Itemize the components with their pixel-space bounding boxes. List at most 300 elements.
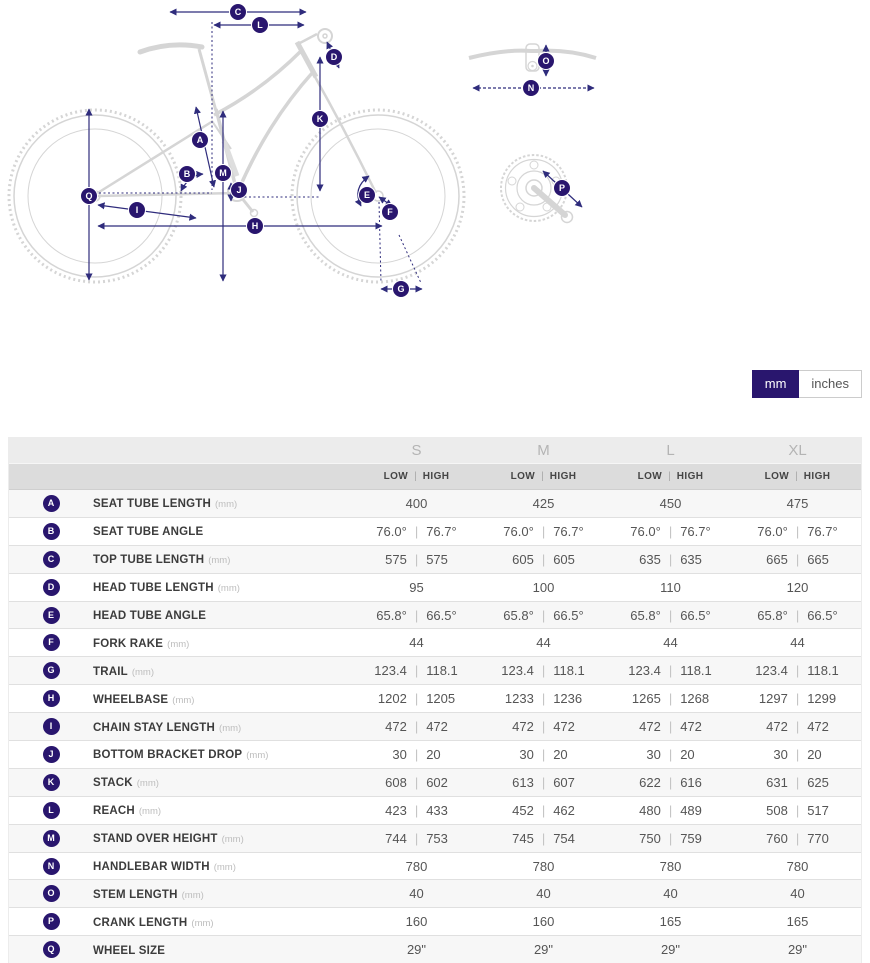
- value-separator: |: [541, 691, 546, 707]
- table-row-a: [9, 490, 861, 517]
- row-unit: (mm): [217, 583, 240, 595]
- row-badge: J: [43, 746, 60, 763]
- value-cell-l: [607, 803, 734, 818]
- value-separator: |: [668, 523, 673, 539]
- row-badge-cell: [9, 634, 93, 651]
- value-low: 622: [639, 774, 661, 790]
- value-high: 605: [553, 551, 575, 567]
- row-label-cell: [93, 522, 353, 540]
- value-cell-xl: [734, 580, 861, 595]
- value-low: 750: [639, 830, 661, 846]
- value-low: 123.4: [755, 663, 788, 679]
- value-cell-s: [353, 886, 480, 901]
- marker-d: D: [325, 48, 343, 66]
- value-cell-xl: [734, 635, 861, 650]
- value-cell-m: [480, 831, 607, 846]
- value-cell-s: [353, 608, 480, 623]
- size-col-header-s: S: [411, 441, 422, 459]
- value-high: 66.5°: [807, 607, 838, 623]
- row-badge-cell: [9, 662, 93, 679]
- value-cell-m: [480, 635, 607, 650]
- value-high: 753: [426, 830, 448, 846]
- value-high: 754: [553, 830, 575, 846]
- row-badge: A: [43, 495, 60, 512]
- row-label: TRAIL: [93, 665, 128, 678]
- row-badge-cell: [9, 830, 93, 847]
- value-separator: |: [795, 551, 800, 567]
- value-high: 1268: [680, 691, 710, 707]
- value-cell-s: [353, 496, 480, 511]
- value-low: 65.8°: [376, 607, 407, 623]
- marker-f: F: [381, 203, 399, 221]
- marker-g: G: [392, 280, 410, 298]
- value-high: 66.5°: [553, 607, 584, 623]
- value-cell-l: [607, 524, 734, 539]
- marker-l: L: [251, 16, 269, 34]
- value-single: 44: [536, 635, 551, 651]
- value-cell-l: [607, 775, 734, 790]
- value-high: 118.1: [553, 663, 585, 679]
- value-low: 744: [385, 830, 407, 846]
- row-label: SEAT TUBE ANGLE: [93, 526, 204, 539]
- row-badge-cell: [9, 885, 93, 902]
- value-cell-xl: [734, 496, 861, 511]
- row-badge-cell: [9, 774, 93, 791]
- row-unit: (mm): [221, 834, 244, 846]
- row-label-cell: [93, 494, 353, 512]
- value-separator: |: [668, 830, 673, 846]
- value-low: 760: [766, 830, 788, 846]
- table-row-j: [9, 740, 861, 768]
- value-cell-xl: [734, 719, 861, 734]
- row-label: HANDLEBAR WIDTH: [93, 861, 210, 874]
- row-badge: H: [43, 690, 60, 707]
- marker-c: C: [229, 3, 247, 21]
- value-single: 29": [660, 942, 681, 958]
- value-separator: |: [541, 607, 546, 623]
- value-high: 20: [807, 746, 822, 762]
- value-separator: |: [795, 802, 800, 818]
- row-badge-cell: [9, 523, 93, 540]
- value-high: 625: [807, 774, 829, 790]
- value-cell-s: [353, 663, 480, 678]
- row-label: STACK: [93, 777, 133, 790]
- value-low: 452: [512, 802, 534, 818]
- value-low: 30: [646, 746, 661, 762]
- table-row-g: [9, 656, 861, 684]
- value-high: 1299: [807, 691, 837, 707]
- high-label: HIGH: [549, 471, 577, 482]
- marker-p: P: [553, 179, 571, 197]
- value-low: 472: [639, 719, 661, 735]
- value-high: 118.1: [807, 663, 839, 679]
- row-unit: (mm): [172, 694, 195, 706]
- value-high: 607: [553, 774, 575, 790]
- value-high: 20: [553, 746, 568, 762]
- value-low: 605: [512, 551, 534, 567]
- value-high: 517: [807, 802, 829, 818]
- value-separator: |: [414, 551, 419, 567]
- value-single: 165: [786, 914, 809, 930]
- value-low: 631: [766, 774, 788, 790]
- value-separator: |: [541, 523, 546, 539]
- value-single: 44: [409, 635, 424, 651]
- value-cell-l: [607, 496, 734, 511]
- row-label-cell: [93, 634, 353, 652]
- value-low: 123.4: [501, 663, 534, 679]
- value-cell-xl: [734, 691, 861, 706]
- value-separator: |: [541, 719, 546, 735]
- row-unit: (mm): [219, 722, 242, 734]
- row-badge-cell: [9, 690, 93, 707]
- value-cell-m: [480, 663, 607, 678]
- low-label: LOW: [383, 471, 409, 482]
- value-low: 423: [385, 802, 407, 818]
- low-high-header-m: [480, 471, 607, 482]
- unit-toggle: [752, 370, 862, 398]
- row-unit: (mm): [208, 555, 231, 567]
- value-low: 480: [639, 802, 661, 818]
- value-separator: |: [668, 802, 673, 818]
- value-high: 76.7°: [680, 523, 711, 539]
- value-separator: |: [414, 802, 419, 818]
- value-cell-m: [480, 859, 607, 874]
- row-label: FORK RAKE: [93, 637, 164, 650]
- value-low: 613: [512, 774, 534, 790]
- marker-m: M: [214, 164, 232, 182]
- value-high: 66.5°: [426, 607, 457, 623]
- value-cell-xl: [734, 886, 861, 901]
- marker-q: Q: [80, 187, 98, 205]
- value-cell-m: [480, 803, 607, 818]
- row-label-cell: [93, 578, 353, 596]
- value-single: 780: [786, 858, 809, 874]
- value-low: 608: [385, 774, 407, 790]
- value-high: 20: [680, 746, 695, 762]
- row-badge: O: [43, 885, 60, 902]
- value-cell-m: [480, 886, 607, 901]
- row-badge: D: [43, 579, 60, 596]
- value-high: 76.7°: [426, 523, 457, 539]
- value-high: 433: [426, 802, 448, 818]
- value-low: 472: [385, 719, 407, 735]
- value-high: 472: [807, 719, 829, 735]
- row-label: WHEELBASE: [93, 693, 169, 706]
- marker-n: N: [522, 79, 540, 97]
- row-badge: F: [43, 634, 60, 651]
- value-high: 665: [807, 551, 829, 567]
- value-high: 1236: [553, 691, 583, 707]
- row-unit: (mm): [246, 750, 269, 762]
- value-cell-s: [353, 524, 480, 539]
- value-cell-l: [607, 552, 734, 567]
- bike-diagram-svg: [0, 0, 870, 330]
- size-col-header-m: M: [537, 441, 550, 459]
- row-badge: N: [43, 858, 60, 875]
- value-low: 123.4: [628, 663, 661, 679]
- value-single: 110: [660, 579, 681, 595]
- value-cell-l: [607, 608, 734, 623]
- low-high-header-xl: [734, 471, 861, 482]
- row-badge-cell: [9, 579, 93, 596]
- table-row-i: [9, 712, 861, 740]
- row-label: CHAIN STAY LENGTH: [93, 721, 216, 734]
- value-separator: |: [541, 774, 546, 790]
- low-high-header-l: [607, 471, 734, 482]
- row-badge: E: [43, 607, 60, 624]
- mm-toggle-button[interactable]: mm: [752, 370, 800, 398]
- geometry-diagram: [0, 0, 870, 330]
- value-cell-l: [607, 942, 734, 957]
- row-badge-cell: [9, 858, 93, 875]
- row-label: STEM LENGTH: [93, 888, 178, 901]
- row-unit: (mm): [167, 638, 190, 650]
- low-high-separator: |: [541, 471, 544, 482]
- row-label-cell: [93, 690, 353, 708]
- value-low: 65.8°: [630, 607, 661, 623]
- value-single: 40: [790, 886, 805, 902]
- value-separator: |: [795, 663, 800, 679]
- inches-toggle-button[interactable]: inches: [799, 370, 862, 398]
- value-cell-l: [607, 663, 734, 678]
- row-badge-cell: [9, 551, 93, 568]
- value-cell-xl: [734, 775, 861, 790]
- high-label: HIGH: [803, 471, 831, 482]
- row-label-cell: [93, 550, 353, 568]
- value-high: 118.1: [426, 663, 458, 679]
- row-badge: C: [43, 551, 60, 568]
- value-cell-m: [480, 691, 607, 706]
- table-row-m: [9, 824, 861, 852]
- value-separator: |: [795, 691, 800, 707]
- table-row-f: [9, 628, 861, 656]
- value-single: 44: [790, 635, 805, 651]
- value-separator: |: [795, 830, 800, 846]
- value-cell-s: [353, 859, 480, 874]
- value-separator: |: [414, 719, 419, 735]
- table-row-n: [9, 852, 861, 880]
- high-label: HIGH: [676, 471, 704, 482]
- value-low: 30: [392, 746, 407, 762]
- value-cell-l: [607, 580, 734, 595]
- value-cell-xl: [734, 803, 861, 818]
- value-single: 160: [405, 914, 428, 930]
- value-single: 780: [659, 858, 682, 874]
- value-cell-m: [480, 942, 607, 957]
- value-single: 29": [406, 942, 427, 958]
- value-low: 76.0°: [757, 523, 788, 539]
- value-high: 76.7°: [553, 523, 584, 539]
- value-separator: |: [541, 746, 546, 762]
- low-label: LOW: [510, 471, 536, 482]
- value-separator: |: [414, 523, 419, 539]
- value-separator: |: [668, 691, 673, 707]
- value-low: 76.0°: [503, 523, 534, 539]
- row-label: WHEEL SIZE: [93, 944, 166, 957]
- value-cell-xl: [734, 663, 861, 678]
- value-cell-s: [353, 914, 480, 929]
- row-label: HEAD TUBE ANGLE: [93, 610, 207, 622]
- value-cell-m: [480, 747, 607, 762]
- table-row-e: [9, 601, 861, 629]
- low-high-separator: |: [414, 471, 417, 482]
- value-low: 65.8°: [503, 607, 534, 623]
- value-cell-xl: [734, 552, 861, 567]
- row-badge-cell: [9, 802, 93, 819]
- value-cell-s: [353, 635, 480, 650]
- table-row-l: [9, 796, 861, 824]
- table-row-o: [9, 879, 861, 907]
- marker-o: O: [537, 52, 555, 70]
- row-badge-cell: [9, 718, 93, 735]
- value-single: 40: [409, 886, 424, 902]
- value-single: 95: [409, 579, 424, 595]
- row-label-cell: [93, 801, 353, 819]
- value-single: 400: [405, 495, 428, 511]
- value-cell-xl: [734, 831, 861, 846]
- row-label-cell: [93, 773, 353, 791]
- row-label-cell: [93, 913, 353, 931]
- value-cell-s: [353, 747, 480, 762]
- row-label: SEAT TUBE LENGTH: [93, 498, 211, 511]
- value-single: 40: [663, 886, 678, 902]
- marker-k: K: [311, 110, 329, 128]
- value-low: 472: [512, 719, 534, 735]
- value-separator: |: [414, 663, 419, 679]
- value-high: 118.1: [680, 663, 712, 679]
- value-low: 508: [766, 802, 788, 818]
- value-low: 575: [385, 551, 407, 567]
- value-high: 602: [426, 774, 448, 790]
- value-cell-xl: [734, 608, 861, 623]
- value-cell-xl: [734, 747, 861, 762]
- value-high: 472: [426, 719, 448, 735]
- value-cell-l: [607, 886, 734, 901]
- value-single: 165: [659, 914, 682, 930]
- marker-i: I: [128, 201, 146, 219]
- size-header-row: [9, 437, 861, 463]
- value-cell-s: [353, 942, 480, 957]
- size-col-header-xl: XL: [788, 441, 807, 459]
- marker-a: A: [191, 131, 209, 149]
- low-high-header-s: [353, 471, 480, 482]
- value-separator: |: [668, 719, 673, 735]
- value-low: 472: [766, 719, 788, 735]
- table-row-b: [9, 517, 861, 545]
- value-cell-s: [353, 775, 480, 790]
- row-label-cell: [93, 857, 353, 875]
- row-label-cell: [93, 745, 353, 763]
- value-separator: |: [795, 719, 800, 735]
- row-badge: Q: [43, 941, 60, 958]
- table-row-q: [9, 935, 861, 963]
- row-unit: (mm): [213, 862, 236, 874]
- value-single: 780: [405, 858, 428, 874]
- row-label: STAND OVER HEIGHT: [93, 833, 218, 846]
- value-separator: |: [668, 774, 673, 790]
- low-high-separator: |: [795, 471, 798, 482]
- value-high: 472: [553, 719, 575, 735]
- row-badge: K: [43, 774, 60, 791]
- value-cell-l: [607, 719, 734, 734]
- value-separator: |: [668, 663, 673, 679]
- value-separator: |: [668, 551, 673, 567]
- value-low: 745: [512, 830, 534, 846]
- value-cell-m: [480, 719, 607, 734]
- bike-outline: [9, 29, 596, 282]
- value-single: 160: [532, 914, 555, 930]
- value-high: 759: [680, 830, 702, 846]
- marker-j: J: [230, 181, 248, 199]
- value-low: 65.8°: [757, 607, 788, 623]
- value-separator: |: [414, 607, 419, 623]
- row-label-cell: [93, 606, 353, 624]
- low-high-header-row: [9, 463, 861, 490]
- value-separator: |: [414, 774, 419, 790]
- value-cell-xl: [734, 524, 861, 539]
- row-label: HEAD TUBE LENGTH: [93, 582, 214, 595]
- value-high: 472: [680, 719, 702, 735]
- value-cell-l: [607, 831, 734, 846]
- value-cell-m: [480, 580, 607, 595]
- value-cell-l: [607, 859, 734, 874]
- row-label-cell: [93, 885, 353, 903]
- value-cell-s: [353, 691, 480, 706]
- high-label: HIGH: [422, 471, 450, 482]
- value-single: 425: [532, 495, 555, 511]
- value-cell-xl: [734, 942, 861, 957]
- value-cell-m: [480, 914, 607, 929]
- value-separator: |: [414, 746, 419, 762]
- row-badge-cell: [9, 913, 93, 930]
- value-cell-s: [353, 719, 480, 734]
- low-high-separator: |: [668, 471, 671, 482]
- row-badge: M: [43, 830, 60, 847]
- row-unit: (mm): [136, 778, 159, 790]
- value-low: 123.4: [374, 663, 407, 679]
- value-cell-m: [480, 552, 607, 567]
- value-separator: |: [541, 802, 546, 818]
- row-badge-cell: [9, 495, 93, 512]
- table-row-k: [9, 768, 861, 796]
- value-low: 30: [519, 746, 534, 762]
- value-cell-s: [353, 803, 480, 818]
- value-cell-xl: [734, 859, 861, 874]
- value-low: 76.0°: [376, 523, 407, 539]
- size-col-header-l: L: [666, 441, 675, 459]
- row-label: REACH: [93, 805, 135, 818]
- low-label: LOW: [764, 471, 790, 482]
- row-label-cell: [93, 829, 353, 847]
- value-single: 40: [536, 886, 551, 902]
- row-unit: (mm): [215, 499, 238, 511]
- value-high: 616: [680, 774, 702, 790]
- value-single: 475: [786, 495, 809, 511]
- value-high: 770: [807, 830, 829, 846]
- table-row-h: [9, 684, 861, 712]
- row-badge-cell: [9, 746, 93, 763]
- row-badge: B: [43, 523, 60, 540]
- value-separator: |: [795, 523, 800, 539]
- value-high: 635: [680, 551, 702, 567]
- value-cell-m: [480, 524, 607, 539]
- value-single: 780: [532, 858, 555, 874]
- row-badge-cell: [9, 607, 93, 624]
- value-cell-m: [480, 496, 607, 511]
- value-single: 120: [786, 579, 809, 595]
- value-high: 66.5°: [680, 607, 711, 623]
- table-row-c: [9, 545, 861, 573]
